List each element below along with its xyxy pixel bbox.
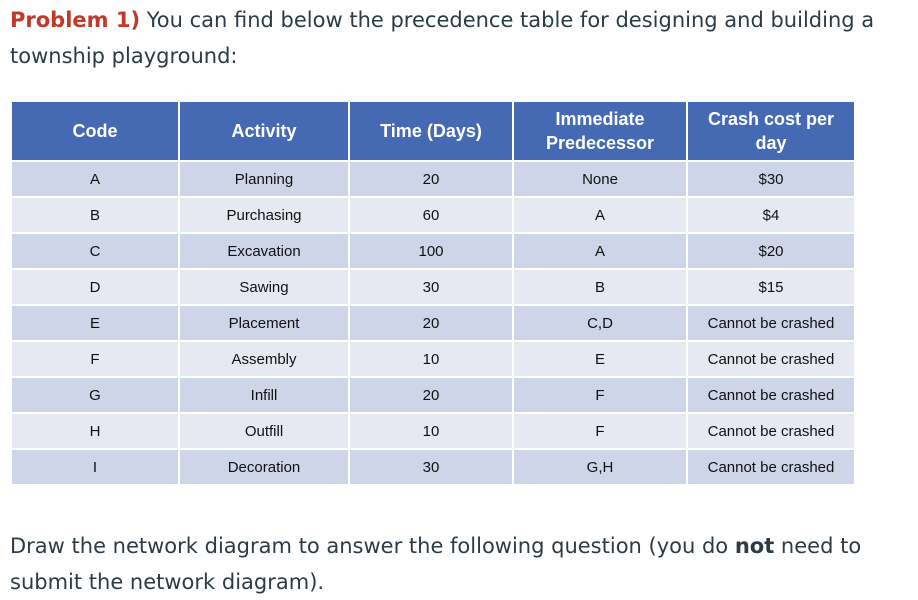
- instruction-text-before: Draw the network diagram to answer the following question (you do: [10, 534, 735, 558]
- header-code: Code: [12, 102, 178, 160]
- cell-crash-cost: $4: [688, 198, 854, 232]
- cell-activity: Placement: [180, 306, 348, 340]
- cell-time: 60: [350, 198, 512, 232]
- cell-crash-cost: $15: [688, 270, 854, 304]
- instruction-text-after: need to submit the network diagram).: [10, 534, 862, 594]
- cell-time: 20: [350, 306, 512, 340]
- cell-time: 20: [350, 162, 512, 196]
- cell-predecessor: F: [514, 378, 686, 412]
- cell-activity: Assembly: [180, 342, 348, 376]
- cell-code: D: [12, 270, 178, 304]
- problem-label: Problem 1): [10, 8, 141, 32]
- cell-activity: Infill: [180, 378, 348, 412]
- cell-code: B: [12, 198, 178, 232]
- cell-activity: Outfill: [180, 414, 348, 448]
- cell-predecessor: B: [514, 270, 686, 304]
- cell-activity: Planning: [180, 162, 348, 196]
- cell-time: 20: [350, 378, 512, 412]
- question-instruction: [10, 528, 905, 600]
- cell-code: A: [12, 162, 178, 196]
- cell-predecessor: F: [514, 414, 686, 448]
- header-activity: Activity: [180, 102, 348, 160]
- table-row: [12, 450, 854, 484]
- cell-activity: Excavation: [180, 234, 348, 268]
- cell-crash-cost: Cannot be crashed: [688, 450, 854, 484]
- table-row: [12, 234, 854, 268]
- cell-time: 100: [350, 234, 512, 268]
- cell-code: I: [12, 450, 178, 484]
- cell-crash-cost: $30: [688, 162, 854, 196]
- table-row: [12, 162, 854, 196]
- cell-time: 30: [350, 450, 512, 484]
- cell-time: 10: [350, 414, 512, 448]
- cell-predecessor: C,D: [514, 306, 686, 340]
- table-row: [12, 378, 854, 412]
- cell-activity: Purchasing: [180, 198, 348, 232]
- cell-code: F: [12, 342, 178, 376]
- cell-activity: Sawing: [180, 270, 348, 304]
- cell-code: H: [12, 414, 178, 448]
- cell-predecessor: G,H: [514, 450, 686, 484]
- cell-code: E: [12, 306, 178, 340]
- precedence-table: [10, 100, 856, 486]
- table-header-row: [12, 102, 854, 160]
- cell-predecessor: E: [514, 342, 686, 376]
- cell-predecessor: None: [514, 162, 686, 196]
- header-predecessor: Immediate Predecessor: [514, 102, 686, 160]
- cell-predecessor: A: [514, 234, 686, 268]
- table-row: [12, 342, 854, 376]
- table-row: [12, 306, 854, 340]
- cell-crash-cost: Cannot be crashed: [688, 306, 854, 340]
- cell-time: 10: [350, 342, 512, 376]
- precedence-table-wrapper: [10, 100, 856, 486]
- cell-code: C: [12, 234, 178, 268]
- table-row: [12, 270, 854, 304]
- cell-crash-cost: Cannot be crashed: [688, 414, 854, 448]
- problem-intro-text: You can find below the precedence table for designing and building a township playground:: [10, 8, 875, 68]
- table-row: [12, 414, 854, 448]
- cell-crash-cost: Cannot be crashed: [688, 378, 854, 412]
- header-time: Time (Days): [350, 102, 512, 160]
- cell-crash-cost: $20: [688, 234, 854, 268]
- cell-predecessor: A: [514, 198, 686, 232]
- cell-crash-cost: Cannot be crashed: [688, 342, 854, 376]
- table-row: [12, 198, 854, 232]
- problem-intro: [10, 2, 905, 74]
- header-crash-cost: Crash cost per day: [688, 102, 854, 160]
- cell-time: 30: [350, 270, 512, 304]
- instruction-emphasis: not: [734, 534, 775, 558]
- cell-code: G: [12, 378, 178, 412]
- cell-activity: Decoration: [180, 450, 348, 484]
